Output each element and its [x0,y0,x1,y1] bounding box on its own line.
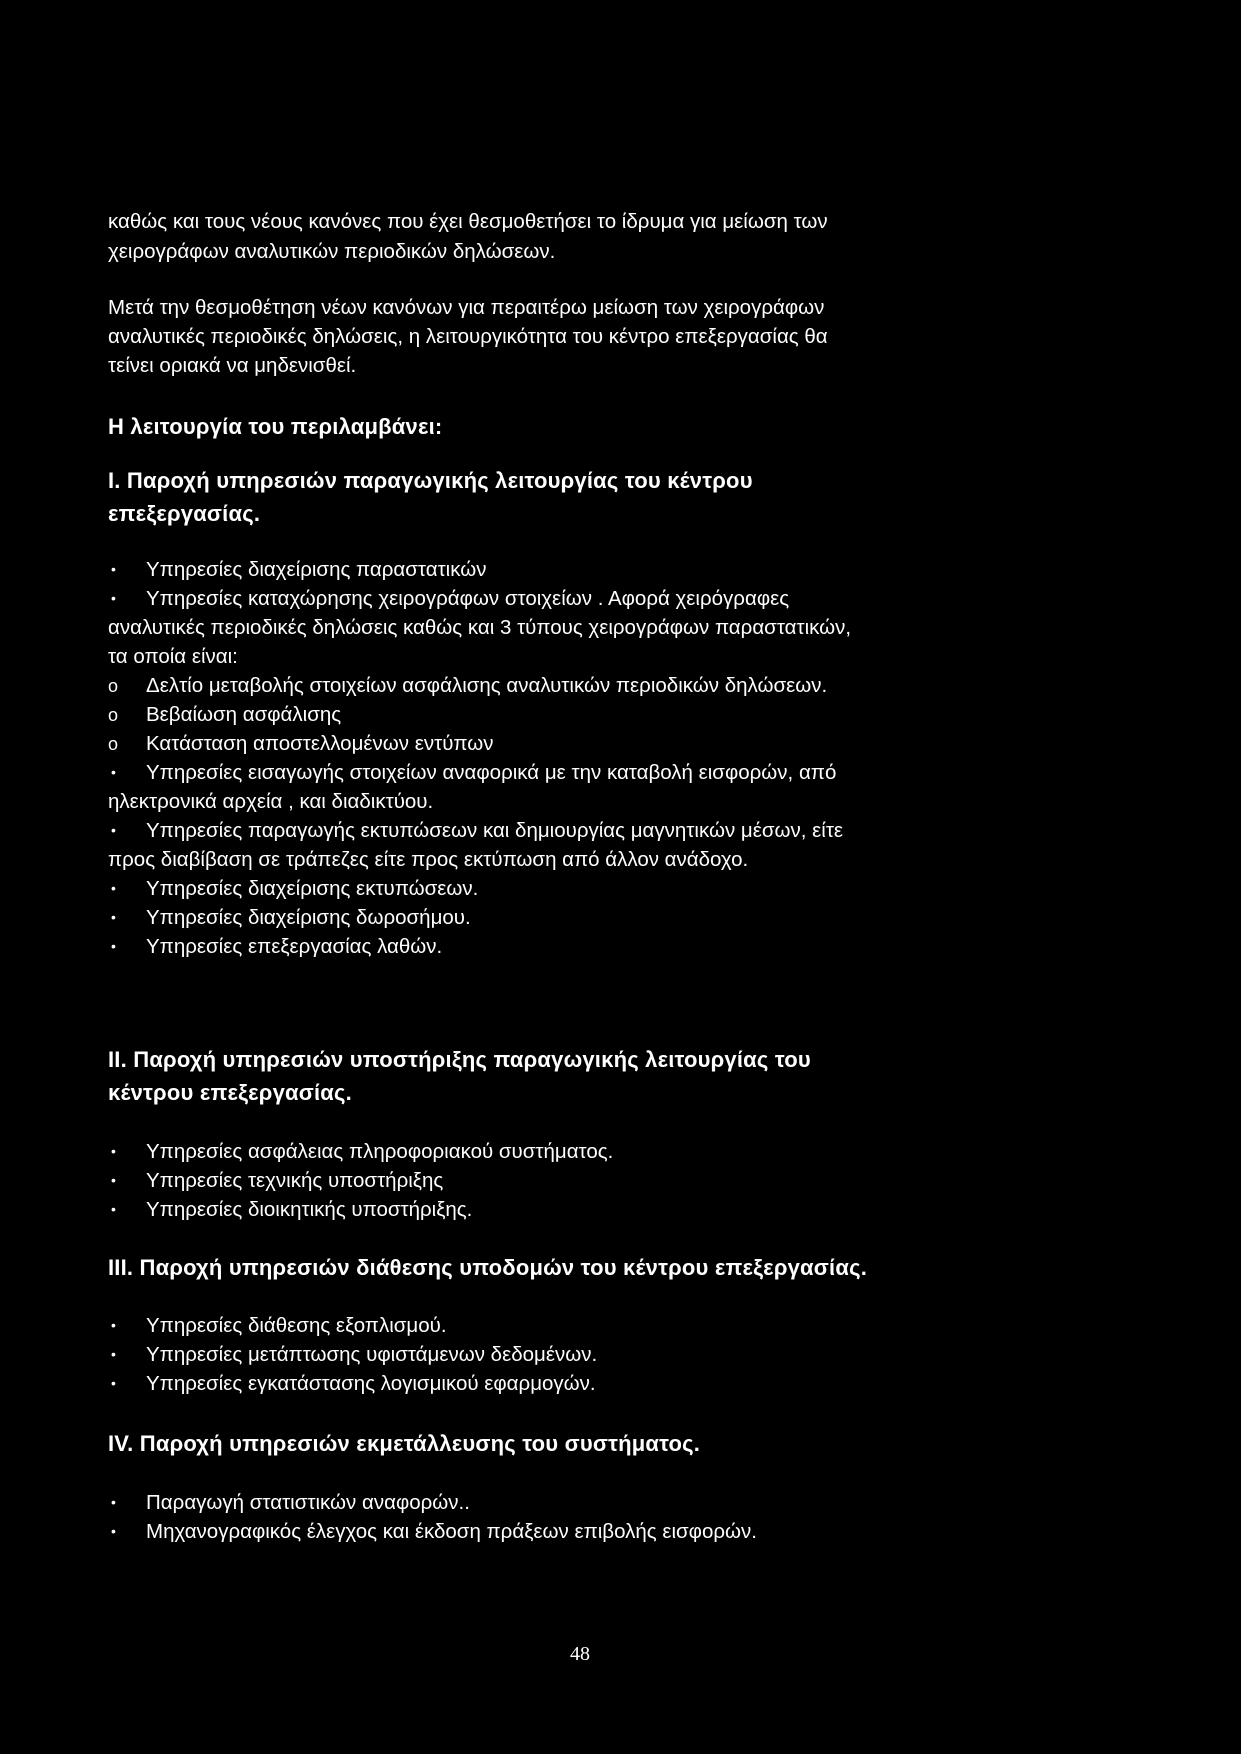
section-heading-cont: επεξεργασίας. [108,501,261,526]
circle-bullet-icon: o [108,676,119,696]
section-heading: ΙΙ. Παροχή υπηρεσιών υποστήριξης παραγωγικής λειτουργίας του [108,1047,811,1072]
bullet-icon: • [111,909,116,925]
list-item-text: Υπηρεσίες διαχείρισης δωροσήμου. [146,906,471,929]
list-item-cont: αναλυτικές περιοδικές δηλώσεις καθώς και 3 τύπους χειρογράφων παραστατικών, [108,616,852,639]
bullet-icon: • [111,764,116,780]
list-item [108,584,1128,613]
list-item [108,1311,1128,1340]
bullet-icon: • [111,1346,116,1362]
bullet-icon: • [111,1143,116,1159]
list-item-text: Υπηρεσίες καταχώρησης χειρογράφων στοιχείων . Αφορά χειρόγραφες [146,587,790,610]
sub-list-item [108,671,1128,701]
list-item-text: Υπηρεσίες διαχείρισης παραστατικών [146,558,487,581]
bullet-icon: • [111,1375,116,1391]
list-item [108,1166,1128,1195]
bullet-icon: • [111,1523,116,1539]
circle-bullet-icon: o [108,705,119,725]
sub-list-item [108,700,1128,730]
paragraph-line: αναλυτικές περιοδικές δηλώσεις, η λειτουργικότητα του κέντρο επεξεργασίας θα [108,325,828,348]
list-item [108,758,1128,787]
scope-heading: Η λειτουργία του περιλαμβάνει: [108,414,443,439]
section-heading-cont: κέντρου επεξεργασίας. [108,1080,352,1105]
circle-bullet-icon: o [108,734,119,754]
list-item-text: Υπηρεσίες παραγωγής εκτυπώσεων και δημιουργίας μαγνητικών μέσων, είτε [146,819,844,842]
list-item-text: Κατάσταση αποστελλομένων εντύπων [146,732,494,755]
list-item-text: Μηχανογραφικός έλεγχος και έκδοση πράξεων επιβολής εισφορών. [146,1520,757,1543]
list-item [108,903,1128,932]
list-item-text: Υπηρεσίες διάθεσης εξοπλισμού. [146,1314,447,1337]
page-number: 48 [570,1643,590,1665]
list-item [108,1369,1128,1398]
list-item [108,1488,1128,1517]
list-item-text: Παραγωγή στατιστικών αναφορών.. [146,1491,470,1514]
list-item-text: Υπηρεσίες μετάπτωσης υφιστάμενων δεδομένων. [146,1343,598,1366]
section-heading: IV. Παροχή υπηρεσιών εκμετάλλευσης του συστήματος. [108,1431,701,1456]
intro-line: χειρογράφων αναλυτικών περιοδικών δηλώσεων. [108,240,556,263]
bullet-icon: • [111,822,116,838]
list-item-cont: προς διαβίβαση σε τράπεζες είτε προς εκτύπωση από άλλον ανάδοχο. [108,848,749,871]
list-item-text: Υπηρεσίες διαχείρισης εκτυπώσεων. [146,877,479,900]
bullet-icon: • [111,1201,116,1217]
list-item [108,1195,1128,1224]
bullet-icon: • [111,938,116,954]
intro-line: καθώς και τους νέους κανόνες που έχει θεσμοθετήσει το ίδρυμα για μείωση των [108,210,828,233]
list-item [108,1137,1128,1166]
bullet-icon: • [111,880,116,896]
bullet-icon: • [111,1172,116,1188]
paragraph-line: Μετά την θεσμοθέτηση νέων κανόνων για περαιτέρω μείωση των χειρογράφων [108,296,825,319]
list-item-text: Υπηρεσίες εγκατάστασης λογισμικού εφαρμογών. [146,1372,596,1395]
list-item [108,874,1128,903]
list-item [108,932,1128,961]
bullet-icon: • [111,561,116,577]
list-item-cont: τα οποία είναι: [108,645,238,668]
section-heading: ΙΙΙ. Παροχή υπηρεσιών διάθεσης υποδομών του κέντρου επεξεργασίας. [108,1255,868,1280]
list-item-text: Υπηρεσίες διοικητικής υποστήριξης. [146,1198,473,1221]
list-item-text: Υπηρεσίες επεξεργασίας λαθών. [146,935,443,958]
list-item-cont: ηλεκτρονικά αρχεία , και διαδικτύου. [108,790,434,813]
bullet-icon: • [111,1317,116,1333]
bullet-icon: • [111,590,116,606]
sub-list-item [108,729,1128,759]
list-item-text: Υπηρεσίες ασφάλειας πληροφοριακού συστήματος. [146,1140,614,1163]
list-item [108,816,1128,845]
list-item-text: Δελτίο μεταβολής στοιχείων ασφάλισης αναλυτικών περιοδικών δηλώσεων. [146,674,828,697]
list-item [108,1340,1128,1369]
list-item [108,1517,1128,1546]
list-item [108,555,1128,584]
list-item-text: Βεβαίωση ασφάλισης [146,703,342,726]
list-item-text: Υπηρεσίες εισαγωγής στοιχείων αναφορικά με την καταβολή εισφορών, από [146,761,837,784]
list-item-text: Υπηρεσίες τεχνικής υποστήριξης [146,1169,444,1192]
paragraph-line: τείνει οριακά να μηδενισθεί. [108,354,357,377]
bullet-icon: • [111,1494,116,1510]
section-heading: Ι. Παροχή υπηρεσιών παραγωγικής λειτουργίας του κέντρου [108,468,753,493]
